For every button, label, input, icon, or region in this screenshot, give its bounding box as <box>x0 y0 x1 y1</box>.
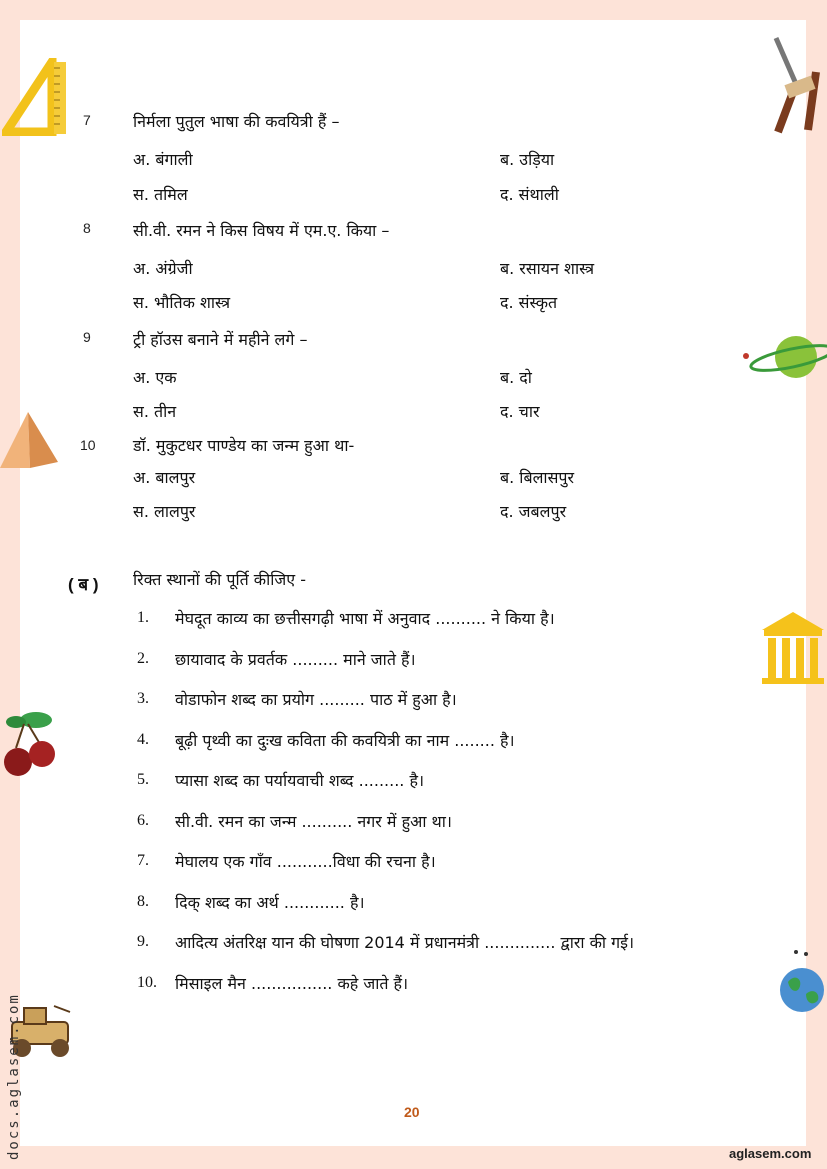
option: ब. बिलासपुर <box>500 468 575 487</box>
option: ब. उड़िया <box>500 150 555 169</box>
option: अ. बंगाली <box>133 150 193 169</box>
option: अ. एक <box>133 368 177 387</box>
option: स. लालपुर <box>133 502 196 521</box>
question-number: 9 <box>83 329 91 345</box>
question-number: 8 <box>83 220 91 236</box>
question-text: ट्री हॉउस बनाने में महीने लगे – <box>133 330 308 349</box>
question-text: डॉ. मुकुटधर पाण्डेय का जन्म हुआ था- <box>133 436 355 455</box>
option: द. संथाली <box>500 185 559 204</box>
item-number: 3. <box>137 690 149 707</box>
earth-globe-icon <box>778 948 827 1018</box>
ruler-triangle-icon <box>2 58 68 136</box>
item-text: आदित्य अंतरिक्ष यान की घोषणा 2014 में प्रधानमंत्री .............. द्वारा की गई। <box>175 933 635 952</box>
option: स. भौतिक शास्त्र <box>133 293 231 312</box>
item-text: मिसाइल मैन ................ कहे जाते हैं। <box>175 974 409 993</box>
question-number: 10 <box>80 437 96 453</box>
saturn-planet-icon <box>740 330 827 384</box>
option: द. जबलपुर <box>500 502 567 521</box>
question-number: 7 <box>83 112 91 128</box>
item-text: छायावाद के प्रवर्तक ......... माने जाते हैं। <box>175 650 416 669</box>
section-title: रिक्त स्थानों की पूर्ति कीजिए - <box>133 570 306 589</box>
item-number: 8. <box>137 893 149 910</box>
page-number: 20 <box>404 1104 420 1120</box>
option: द. संस्कृत <box>500 293 558 312</box>
option: अ. अंग्रेजी <box>133 259 193 278</box>
option: स. तमिल <box>133 185 188 204</box>
item-text: मेघालय एक गाँव ...........विधा की रचना है। <box>175 852 436 871</box>
item-text: मेघदूत काव्य का छत्तीसगढ़ी भाषा में अनुवाद .......... ने किया है। <box>175 609 555 628</box>
item-number: 6. <box>137 812 149 829</box>
item-text: दिक् शब्द का अर्थ ............ है। <box>175 893 365 912</box>
section-label: ( ब ) <box>68 575 99 594</box>
item-number: 7. <box>137 852 149 869</box>
item-text: प्यासा शब्द का पर्यायवाची शब्द ......... है। <box>175 771 425 790</box>
item-number: 1. <box>137 609 149 626</box>
pen-pencil-icon <box>768 32 824 136</box>
question-text: सी.वी. रमन ने किस विषय में एम.ए. किया – <box>133 221 390 240</box>
watermark: docs.aglasem.com <box>6 993 22 1160</box>
pyramid-icon <box>0 410 60 470</box>
option: अ. बालपुर <box>133 468 196 487</box>
item-number: 10. <box>137 974 157 991</box>
option: स. तीन <box>133 402 177 421</box>
option: ब. रसायन शास्त्र <box>500 259 595 278</box>
item-number: 9. <box>137 933 149 950</box>
option: ब. दो <box>500 368 532 387</box>
item-number: 4. <box>137 731 149 748</box>
item-number: 2. <box>137 650 149 667</box>
item-text: बूढ़ी पृथ्वी का दुःख कविता की कवयित्री का नाम ........ है। <box>175 731 515 750</box>
item-text: सी.वी. रमन का जन्म .......... नगर में हुआ था। <box>175 812 452 831</box>
item-text: वोडाफोन शब्द का प्रयोग ......... पाठ में हुआ है। <box>175 690 457 709</box>
question-text: निर्मला पुतुल भाषा की कवयित्री हैं – <box>133 112 340 131</box>
greek-temple-icon <box>760 610 827 686</box>
item-number: 5. <box>137 771 149 788</box>
cherries-icon <box>2 708 58 780</box>
site-name: aglasem.com <box>729 1146 812 1161</box>
option: द. चार <box>500 402 540 421</box>
